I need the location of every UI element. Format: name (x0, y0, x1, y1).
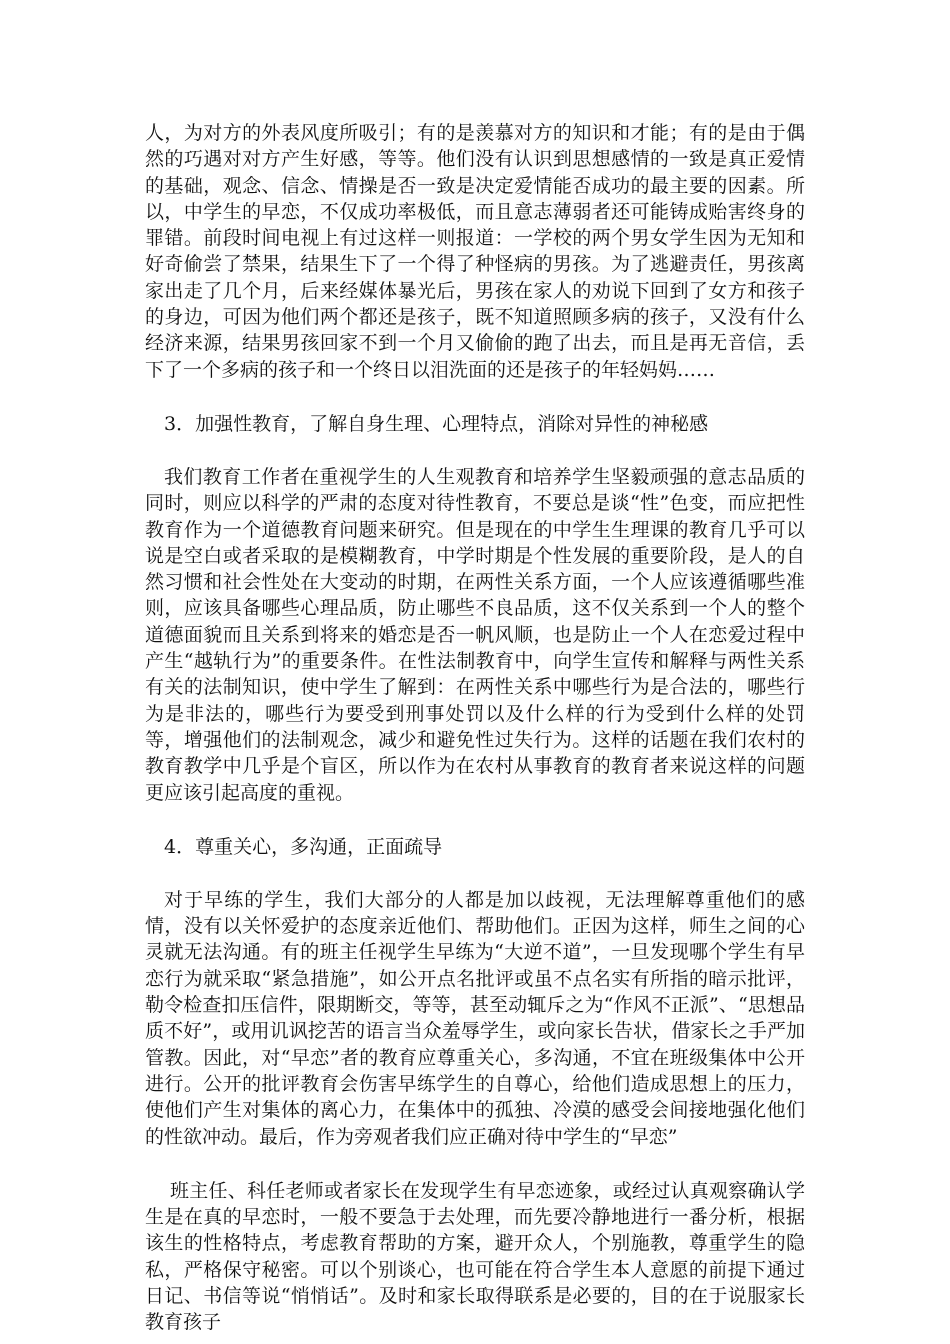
spacer (145, 806, 805, 834)
spacer (145, 1150, 805, 1178)
document-page (145, 120, 805, 1336)
spacer (145, 860, 805, 887)
spacer (145, 383, 805, 411)
paragraph-sex-education: 我们教育工作者在重视学生的人生观教育和培养学生坚毅顽强的意志品质的同时，则应以科学的严肃的态度对待性教育，不要总是谈“性”色变，而应把性教育作为一个道德教育问题来研究。但是现在的中学生生理课的教育几乎可以说是空白或者采取的是模糊教育，中学时期是个性发展的重要阶段，是人的自然习惯和社会性处在大变动的时期，在两性关系方面，一个人应该遵循哪些准则，应该具备哪些心理品质，防止哪些不良品质，这不仅关系到一个人的整个道德面貌而且关系到将来的婚恋是否一帆风顺，也是防止一个人在恋爱过程中产生“越轨行为”的重要条件。在性法制教育中，向学生宣传和解释与两性关系有关的法制知识，使中学生了解到：在两性关系中哪些行为是合法的，哪些行为是非法的，哪些行为要受到刑事处罚以及什么样的行为受到什么样的处罚等，增强他们的法制观念，减少和避免性过失行为。这样的话题在我们农村的教育教学中几乎是个盲区，所以作为在农村从事教育的教育者来说这样的问题更应该引起高度的重视。 (145, 465, 805, 804)
section-heading-4: 4．尊重关心，多沟通，正面疏导 (164, 835, 443, 858)
paragraph-respect-communication: 对于早练的学生，我们大部分的人都是加以歧视，无法理解尊重他们的感情，没有以关怀爱护的态度亲近他们、帮助他们。正因为这样，师生之间的心灵就无法沟通。有的班主任视学生早练为“大逆不道”，一旦发现哪个学生有早恋行为就采取“紧急措施”，如公开点名批评或虽不点名实有所指的暗示批评，勒令检查扣压信件，限期断交，等等，甚至动辄斥之为“作风不正派”、“思想品质不好”，或用讥讽挖苦的语言当众羞辱学生，或向家长告状，借家长之手严加管教。因此，对“早恋”者的教育应尊重关心，多沟通，不宜在班级集体中公开进行。公开的批评教育会伤害早练学生的自尊心，给他们造成思想上的压力，使他们产生对集体的离心力，在集体中的孤独、冷漠的感受会间接地强化他们的性欲冲动。最后，作为旁观者我们应正确对待中学生的“早恋” (145, 888, 805, 1148)
section-heading-3: 3．加强性教育，了解自身生理、心理特点，消除对异性的神秘感 (164, 412, 709, 435)
paragraph-teacher-handling: 班主任、科任老师或者家长在发现学生有早恋迹象，或经过认真观察确认学生是在真的早恋时，一般不要急于去处理，而先要冷静地进行一番分析，根据该生的性格特点，考虑教育帮助的方案，避开众人，个别施教，尊重学生的隐私，严格保守秘密。可以个别谈心，也可能在符合学生本人意愿的前提下通过日记、书信等说“悄悄话”。及时和家长取得联系是必要的，目的在于说服家长教育孩子 (145, 1179, 805, 1334)
spacer (145, 437, 805, 464)
paragraph-early-love-consequences: 人，为对方的外表风度所吸引；有的是羡慕对方的知识和才能；有的是由于偶然的巧遇对对方产生好感，等等。他们没有认识到思想感情的一致是真正爱情的基础，观念、信念、情操是否一致是决定爱情能否成功的最主要的因素。所以，中学生的早恋，不仅成功率极低，而且意志薄弱者还可能铸成贻害终身的罪错。前段时间电视上有过这样一则报道：一学校的两个男女学生因为无知和好奇偷尝了禁果，结果生下了一个得了种怪病的男孩。为了逃避责任，男孩离家出走了几个月，后来经媒体暴光后，男孩在家人的劝说下回到了女方和孩子的身边，可因为他们两个都还是孩子，既不知道照顾多病的孩子，又没有什么经济来源，结果男孩回家不到一个月又偷偷的跑了出去，而且是再无音信，丢下了一个多病的孩子和一个终日以泪洗面的还是孩子的年轻妈妈…… (145, 122, 805, 381)
